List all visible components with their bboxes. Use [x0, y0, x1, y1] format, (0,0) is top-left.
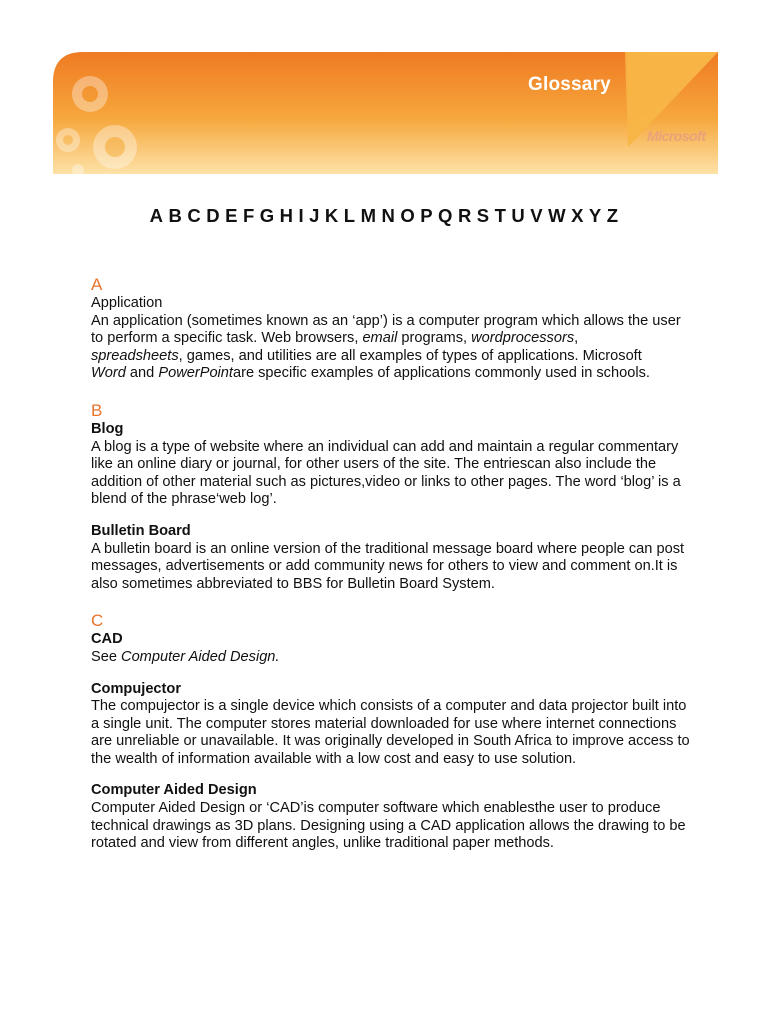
definition-italic: spreadsheets [91, 347, 179, 364]
letter-link[interactable]: H [279, 205, 294, 226]
definition-text: , [574, 330, 579, 347]
letter-link[interactable]: K [324, 205, 339, 226]
glossary-content [91, 275, 691, 853]
definition-italic: PowerPoint [158, 365, 233, 382]
section-heading-c: C [91, 611, 104, 631]
letter-link[interactable]: F [242, 205, 255, 226]
definition-italic: email [362, 330, 398, 347]
header-banner [53, 52, 718, 174]
glossary-title: Glossary [528, 74, 611, 95]
definition-text: and [125, 365, 159, 382]
term-cad: CAD [91, 631, 123, 648]
letter-link[interactable]: Z [606, 205, 619, 226]
definition-text: programs, [397, 330, 472, 347]
letter-link[interactable]: A [149, 205, 164, 226]
definition-text: See [91, 648, 122, 665]
letter-link[interactable]: V [530, 205, 543, 226]
letter-link[interactable]: R [457, 205, 472, 226]
letter-link[interactable]: G [259, 205, 275, 226]
letter-link[interactable]: N [381, 205, 396, 226]
definition-italic: wordprocessors [471, 330, 575, 347]
definition-bulletin-board: A bulletin board is an online version of the traditional message board where people can post messages, advertisements or add community news for others to view and comment on.It is also sometimes abbreviated to BBS for Bulletin Board System. [91, 540, 685, 592]
letter-link[interactable]: D [206, 205, 220, 226]
letter-link[interactable]: B [168, 205, 183, 226]
definition-computer-aided-design: Computer Aided Design or ‘CAD’is computer software which enablesthe user to produce technical drawings as 3D plans. Designing using a CAD application allows the drawing to be rotated and view from different angles, unlike traditional paper methods. [91, 800, 686, 852]
letter-link[interactable]: Y [588, 205, 602, 226]
term-application: Application [91, 295, 163, 311]
banner-graphic [53, 52, 718, 174]
definition-text: An application (sometimes known as an ‘app’) is a computer program which allows the user to perform a specific task. Web browsers, [91, 312, 681, 347]
letter-link[interactable]: U [511, 205, 526, 226]
definition-application [91, 313, 691, 383]
term-blog: Blog [91, 420, 124, 437]
letter-link[interactable]: P [420, 205, 433, 226]
letter-link[interactable]: M [360, 205, 377, 226]
letter-link[interactable]: S [476, 205, 490, 226]
term-bulletin-board: Bulletin Board [91, 522, 191, 539]
letter-link[interactable]: I [298, 205, 304, 226]
letter-link[interactable]: C [187, 205, 202, 226]
definition-text: are specific examples of applications commonly used in schools. [232, 365, 650, 382]
letter-link[interactable]: X [571, 205, 584, 226]
alphabet-index [0, 205, 768, 227]
section-heading-a: A [91, 275, 103, 294]
definition-blog: A blog is a type of website where an individual can add and maintain a regular commentary like an online diary or journal, for other users of the site. The entriescan also include the addition of other material such as pictures,video or links to other pages. The word ‘blog’ is a blend of the phrase‘web log’. [91, 438, 681, 508]
term-compujector: Compujector [91, 680, 181, 697]
section-heading-b: B [91, 400, 103, 420]
letter-link[interactable]: J [309, 205, 320, 226]
letter-link[interactable]: O [400, 205, 416, 226]
definition-italic: Word [91, 365, 126, 382]
definition-compujector: The compujector is a single device which consists of a computer and data projector built into a single unit. The computer stores material downloaded for use where internet connections are unreliable or unavailable. It was originally developed in South Africa to improve access to the wealth of information available with a low cost and easy to use solution. [91, 698, 690, 767]
cross-reference-link[interactable]: Computer Aided Design. [121, 648, 280, 665]
letter-link[interactable]: W [548, 205, 566, 226]
letter-link[interactable]: E [225, 205, 238, 226]
definition-text: , games, and utilities are all examples of types of applications. Microsoft [178, 347, 642, 364]
microsoft-logo: Microsoft [647, 128, 706, 144]
term-computer-aided-design: Computer Aided Design [91, 782, 257, 799]
letter-link[interactable]: T [494, 205, 507, 226]
letter-link[interactable]: L [343, 205, 356, 226]
definition-cad [91, 649, 691, 667]
letter-link[interactable]: Q [438, 205, 453, 226]
